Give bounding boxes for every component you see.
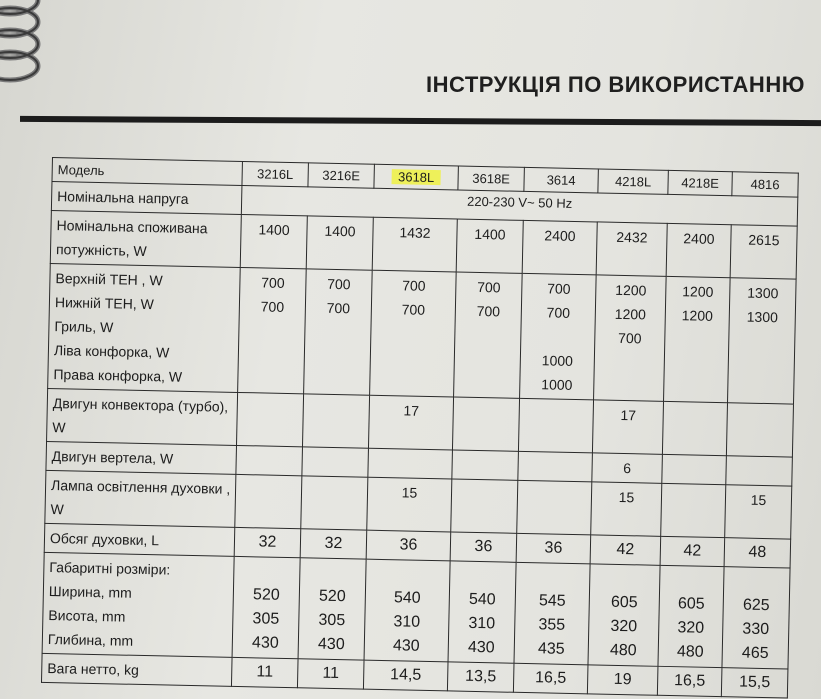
width-value: 545 xyxy=(538,592,566,610)
height-value: 310 xyxy=(393,613,421,631)
convector-cell xyxy=(452,397,519,451)
weight-cell: 11 xyxy=(297,659,364,689)
model-cell: 3618E xyxy=(458,166,524,191)
power-cell: 2615 xyxy=(730,225,797,279)
lamp-cell xyxy=(235,474,302,528)
power-label-line: потужність, W xyxy=(55,241,147,260)
dimensions-cell xyxy=(722,567,790,669)
lamp-label: Лампа освітлення духовки , W xyxy=(45,470,236,527)
heater-value: 700 xyxy=(261,274,285,291)
dimensions-cell xyxy=(658,565,724,667)
heater-value: 1300 xyxy=(747,284,779,302)
heater-value xyxy=(525,324,590,349)
lamp-cell: 15 xyxy=(367,477,452,532)
power-cell: 1400 xyxy=(306,216,373,270)
dimensions-cell xyxy=(232,556,300,658)
lamp-cell xyxy=(301,476,368,530)
heater-value: 700 xyxy=(546,304,571,321)
width-value: 540 xyxy=(468,590,496,609)
dimensions-cell xyxy=(588,564,660,666)
heater-value: 1200 xyxy=(682,283,714,300)
convector-label-line: W xyxy=(52,419,66,436)
heater-value: 1200 xyxy=(614,305,647,323)
heater-value: 1000 xyxy=(541,376,573,393)
heater-value: 700 xyxy=(401,301,426,318)
dimensions-cell xyxy=(364,559,450,662)
heater-cell xyxy=(594,275,667,401)
power-cell: 1432 xyxy=(372,217,457,272)
heater-value: 700 xyxy=(327,275,351,293)
power-label xyxy=(50,210,241,267)
heater-cell xyxy=(370,270,457,397)
dimensions-label: Габаритні розміри: xyxy=(49,559,171,578)
heater-value: 700 xyxy=(260,298,285,315)
width-value: 605 xyxy=(677,595,705,613)
model-cell: 4218L xyxy=(598,169,668,194)
depth-value: 465 xyxy=(741,644,769,663)
heater-value: 700 xyxy=(617,329,642,347)
weight-label: Вага нетто, kg xyxy=(41,653,232,686)
convector-cell xyxy=(237,392,304,446)
dimensions-cell xyxy=(298,558,366,660)
spit-label: Двигун вертела, W xyxy=(46,441,237,474)
height-value: 330 xyxy=(742,620,770,639)
heater-cell xyxy=(520,273,597,400)
depth-value: 480 xyxy=(676,643,704,661)
highlight-mark: 3618L xyxy=(392,169,440,185)
heater-label: Ліва конфорка, W xyxy=(53,342,170,361)
dimensions-cell xyxy=(448,561,516,663)
weight-cell: 13,5 xyxy=(447,662,514,692)
dimensions-cell xyxy=(514,562,590,665)
model-cell: 4816 xyxy=(732,172,798,197)
depth-value: 430 xyxy=(392,637,420,655)
heater-label: Права конфорка, W xyxy=(53,366,183,385)
convector-cell: 17 xyxy=(592,400,663,454)
spit-cell xyxy=(452,450,519,480)
volume-cell: 32 xyxy=(300,529,367,559)
depth-value: 430 xyxy=(251,634,279,652)
weight-cell: 11 xyxy=(231,657,298,687)
voltage-value: 220-230 V~ 50 Hz xyxy=(241,185,797,226)
spit-cell xyxy=(662,454,727,484)
depth-value: 435 xyxy=(537,640,565,658)
model-cell: 3216E xyxy=(308,163,374,188)
model-cell: 3614 xyxy=(524,167,598,193)
voltage-label: Номінальна напруга xyxy=(51,182,242,215)
power-cell: 2432 xyxy=(596,222,667,276)
convector-cell xyxy=(302,394,369,448)
power-label-line: Номінальна споживана xyxy=(56,217,208,237)
heater-cell xyxy=(304,269,373,395)
heater-cell xyxy=(664,276,731,402)
width-value: 540 xyxy=(393,589,421,607)
heater-value: 1200 xyxy=(681,307,714,324)
model-cell: 3216L xyxy=(242,161,308,186)
spit-cell xyxy=(518,451,593,482)
spit-cell xyxy=(368,448,453,479)
height-value: 310 xyxy=(468,614,496,633)
volume-cell: 42 xyxy=(590,535,661,565)
depth-value: 480 xyxy=(609,641,637,660)
lamp-cell xyxy=(451,479,518,533)
heater-value: 700 xyxy=(402,277,426,294)
weight-cell: 15,5 xyxy=(721,668,788,698)
width-value: 605 xyxy=(610,593,638,612)
spit-cell xyxy=(726,456,793,486)
heater-value: 700 xyxy=(477,278,501,296)
heater-value: 1300 xyxy=(746,308,779,326)
heater-value: 700 xyxy=(326,299,351,317)
convector-cell xyxy=(662,401,727,455)
lamp-cell xyxy=(661,483,726,537)
model-cell-highlighted xyxy=(374,164,458,190)
heater-value: 700 xyxy=(476,302,501,320)
heater-value: 1200 xyxy=(615,281,647,299)
dimensions-label: Висота, mm xyxy=(48,607,126,625)
heater-value: 1000 xyxy=(541,352,574,369)
height-value: 320 xyxy=(610,617,638,636)
heater-labels xyxy=(48,263,241,392)
height-value: 320 xyxy=(677,619,705,637)
spit-cell xyxy=(236,445,303,475)
heater-cell xyxy=(454,272,523,398)
page-title: ІНСТРУКЦІЯ ПО ВИКОРИСТАННЮ xyxy=(426,72,805,97)
volume-cell: 42 xyxy=(660,536,725,566)
heater-value: 700 xyxy=(547,280,571,297)
volume-cell: 36 xyxy=(366,530,451,561)
height-value: 305 xyxy=(318,611,346,630)
convector-label-line: Двигун конвектора (турбо), xyxy=(52,395,229,415)
lamp-cell: 15 xyxy=(725,485,792,539)
width-value: 520 xyxy=(318,587,346,606)
power-cell: 2400 xyxy=(522,220,597,275)
specifications-table xyxy=(41,157,799,699)
weight-cell: 19 xyxy=(587,665,658,695)
lamp-cell xyxy=(517,480,592,535)
heater-cell xyxy=(238,267,307,393)
power-cell: 1400 xyxy=(456,219,523,273)
heater-cell xyxy=(728,278,797,404)
height-value: 305 xyxy=(252,610,280,628)
convector-cell xyxy=(518,398,593,453)
weight-cell: 16,5 xyxy=(657,666,722,696)
width-value: 625 xyxy=(742,596,770,615)
weight-cell: 14,5 xyxy=(363,660,448,691)
width-value: 520 xyxy=(252,586,280,604)
heater-label: Гриль, W xyxy=(54,318,114,336)
volume-cell: 32 xyxy=(234,527,301,557)
volume-cell: 48 xyxy=(724,538,791,568)
dimensions-labels xyxy=(42,552,234,657)
dimensions-row xyxy=(42,552,790,669)
power-cell: 1400 xyxy=(240,214,307,268)
spit-cell xyxy=(302,447,369,477)
spit-cell: 6 xyxy=(592,453,663,483)
volume-label: Обсяг духовки, L xyxy=(44,523,235,556)
convector-cell: 17 xyxy=(368,395,453,450)
volume-cell: 36 xyxy=(450,532,517,562)
volume-cell: 36 xyxy=(516,533,591,564)
model-label: Модель xyxy=(52,158,242,186)
height-value: 355 xyxy=(538,616,566,634)
heater-label: Верхній ТЕН , W xyxy=(55,270,163,289)
convector-label xyxy=(47,388,238,445)
lamp-cell: 15 xyxy=(591,482,662,536)
heater-row xyxy=(48,263,796,404)
depth-value: 430 xyxy=(317,635,345,654)
dimensions-label: Ширина, mm xyxy=(48,583,132,601)
binding-spiral-icon xyxy=(0,0,80,120)
weight-cell: 16,5 xyxy=(513,663,588,694)
header-divider xyxy=(20,116,821,126)
heater-label: Нижній ТЕН, W xyxy=(54,294,154,313)
depth-value: 430 xyxy=(467,638,495,657)
power-cell: 2400 xyxy=(666,223,731,277)
model-cell: 4218E xyxy=(668,170,732,195)
convector-cell xyxy=(726,403,793,457)
dimensions-label: Глибина, mm xyxy=(47,631,134,649)
